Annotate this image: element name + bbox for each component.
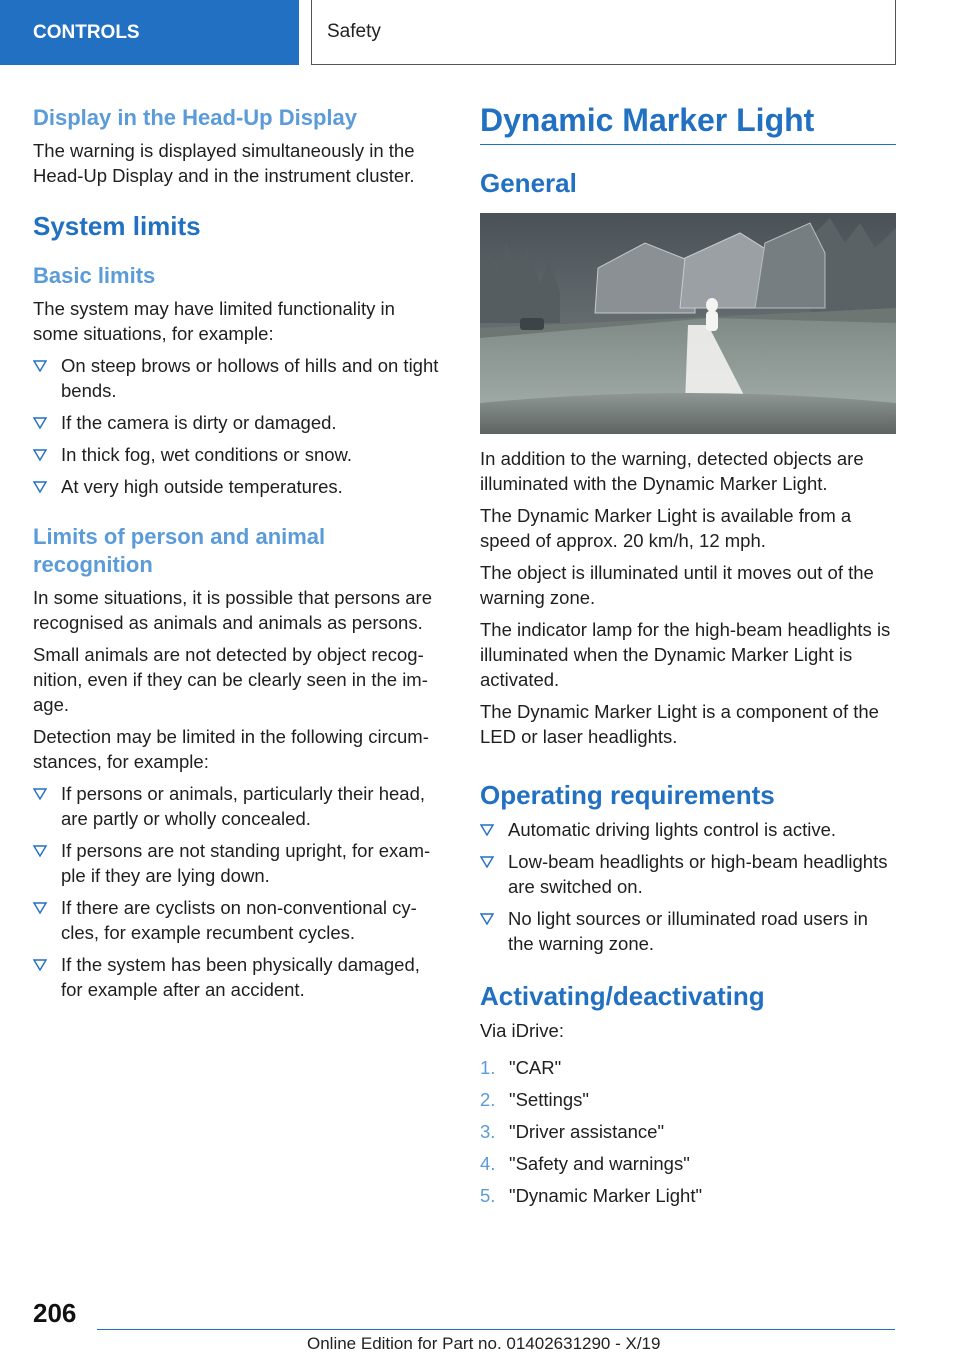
step-number: 1. — [480, 1057, 496, 1078]
general-heading: General — [480, 168, 577, 198]
list-item — [33, 410, 445, 435]
step-number: 2. — [480, 1089, 496, 1110]
page-title: Dynamic Marker Light — [480, 102, 815, 138]
recognition-text-1: In some situations, it is possible that persons are recognised as animals and animals as persons. — [33, 587, 432, 633]
basic-limits-heading: Basic limits — [33, 263, 156, 288]
dynamic-marker-light-illustration — [480, 213, 896, 434]
operating-list — [480, 817, 896, 956]
list-item-text: Automatic driving lights control is active. — [508, 819, 836, 840]
triangle-bullet-icon — [33, 901, 47, 915]
operating-heading: Operating requirements — [480, 780, 775, 810]
list-item — [33, 895, 445, 945]
list-item-text: If the camera is dirty or damaged. — [61, 412, 337, 433]
triangle-bullet-icon — [33, 787, 47, 801]
recognition-text-2: Small animals are not detected by object recognition, even if they can be clearly seen in the image. — [33, 644, 428, 715]
list-item-text: If the system has been physically damaged, for example after an accident. — [61, 954, 420, 1000]
list-item — [33, 474, 445, 499]
triangle-bullet-icon — [480, 855, 494, 869]
list-item — [33, 353, 445, 403]
list-item — [33, 952, 445, 1002]
general-text-4: The indicator lamp for the high-beam headlights is illuminated when the Dynamic Marker Light is activated. — [480, 619, 891, 690]
hud-heading: Display in the Head-Up Display — [33, 105, 357, 130]
step-number: 5. — [480, 1185, 496, 1206]
triangle-bullet-icon — [480, 912, 494, 926]
section-label: CONTROLS — [33, 21, 140, 43]
triangle-bullet-icon — [33, 844, 47, 858]
list-item-text: Low-beam headlights or high-beam headlights are switched on. — [508, 851, 888, 897]
list-item-text: No light sources or illuminated road users in the warning zone. — [508, 908, 868, 954]
activating-steps — [480, 1055, 896, 1208]
list-item — [480, 817, 896, 842]
page-number: 206 — [33, 1298, 77, 1328]
step-text: "Driver assistance" — [509, 1121, 665, 1142]
list-item — [33, 781, 445, 831]
list-item-text: At very high outside temperatures. — [61, 476, 343, 497]
title-rule — [480, 100, 896, 145]
edition-text: Online Edition for Part no. 01402631290 - X/19 — [307, 1334, 661, 1353]
recognition-list — [33, 781, 445, 1002]
list-item — [33, 442, 445, 467]
system-limits-heading: System limits — [33, 211, 201, 241]
triangle-bullet-icon — [33, 958, 47, 972]
step-number: 3. — [480, 1121, 496, 1142]
topic-tab — [311, 0, 896, 65]
recognition-heading: Limits of person and animal recognition — [33, 524, 326, 577]
list-item-text: On steep brows or hollows of hills and on tight bends. — [61, 355, 439, 401]
topic-label: Safety — [327, 21, 381, 42]
step-item — [480, 1151, 896, 1176]
step-text: "Settings" — [509, 1089, 589, 1110]
activating-intro: Via iDrive: — [480, 1020, 564, 1041]
triangle-bullet-icon — [480, 823, 494, 837]
step-item — [480, 1055, 896, 1080]
general-text-3: The object is illuminated until it moves out of the warning zone. — [480, 562, 874, 608]
step-number: 4. — [480, 1153, 496, 1174]
general-text-1: In addition to the warning, detected objects are illuminated with the Dynamic Marker Light. — [480, 448, 864, 494]
step-text: "CAR" — [509, 1057, 562, 1078]
list-item-text: If there are cyclists on non-conventional cycles, for example recumbent cycles. — [61, 897, 417, 943]
list-item — [33, 838, 445, 888]
triangle-bullet-icon — [33, 480, 47, 494]
list-item-text: If persons are not standing upright, for example if they are lying down. — [61, 840, 431, 886]
step-item — [480, 1119, 896, 1144]
right-column — [480, 100, 896, 1208]
activating-heading: Activating/deactivating — [480, 981, 765, 1011]
step-item — [480, 1183, 896, 1208]
list-item-text: In thick fog, wet conditions or snow. — [61, 444, 353, 465]
step-text: "Dynamic Marker Light" — [509, 1185, 703, 1206]
triangle-bullet-icon — [33, 448, 47, 462]
general-text-2: The Dynamic Marker Light is available from a speed of approx. 20 km/h, 12 mph. — [480, 505, 852, 551]
triangle-bullet-icon — [33, 359, 47, 373]
hud-text: The warning is displayed simultaneously in the Head-Up Display and in the instrument cluster. — [33, 140, 415, 186]
footer-rule — [97, 1329, 895, 1330]
recognition-text-3: Detection may be limited in the following circumstances, for example: — [33, 726, 429, 772]
basic-limits-list — [33, 353, 445, 499]
left-column — [33, 100, 445, 1002]
basic-limits-text: The system may have limited functionality in some situations, for example: — [33, 298, 395, 344]
general-text-5: The Dynamic Marker Light is a component of the LED or laser headlights. — [480, 701, 879, 747]
list-item-text: If persons or animals, particularly their head, are partly or wholly concealed. — [61, 783, 426, 829]
list-item — [480, 906, 896, 956]
step-item — [480, 1087, 896, 1112]
list-item — [480, 849, 896, 899]
step-text: "Safety and warnings" — [509, 1153, 690, 1174]
triangle-bullet-icon — [33, 416, 47, 430]
section-tab — [0, 0, 299, 65]
